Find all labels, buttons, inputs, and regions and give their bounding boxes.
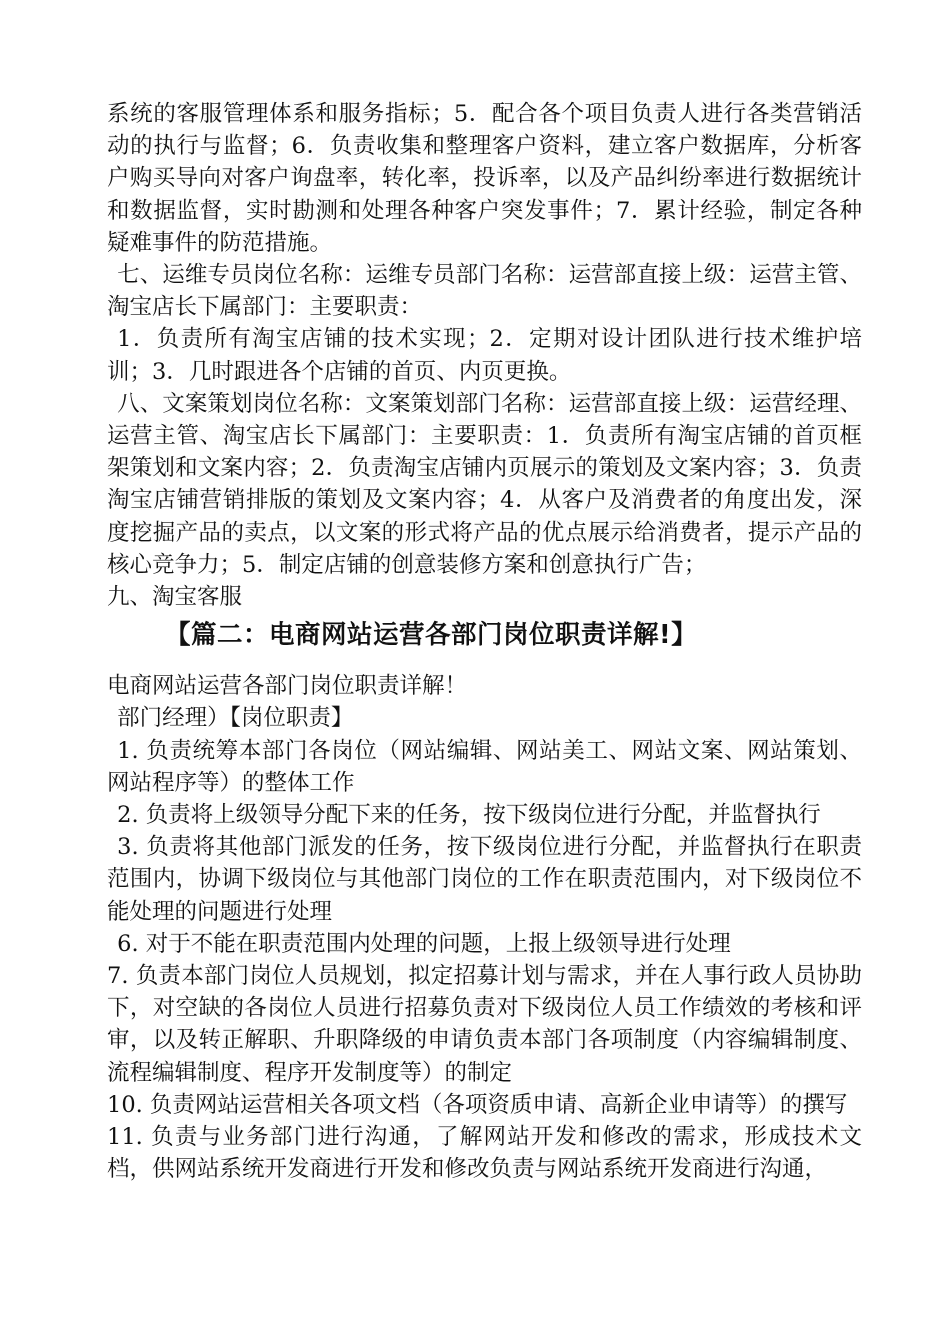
document-page [107,98,862,1186]
duty-item-1: 1. 负责统筹本部门各岗位（网站编辑、网站美工、网站文案、网站策划、网站程序等）的整体工作 [107,737,862,796]
section-two-title: 【篇二：电商网站运营各部门岗位职责详解!】 [165,620,698,651]
section-two-subtitle: 电商网站运营各部门岗位职责详解！ [107,673,468,700]
copywriter-section: 八、文案策划岗位名称：文案策划部门名称：运营部直接上级：运营经理、运营主管、淘宝店长下属部门：主要职责：1．负责所有淘宝店铺的首页框架策划和文案内容；2．负责淘宝店铺内页展示的策划及文案内容；3．负责淘宝店铺营销排版的策划及文案内容；4．从客户及消费者的角度出发，深度挖掘产品的卖点，以文案的形式将产品的优点展示给消费者，提示产品的核心竞争力；5．制定店铺的创意装修方案和创意执行广告； [107,390,862,578]
duty-item-11: 11. 负责与业务部门进行沟通，了解网站开发和修改的需求，形成技术文档，供网站系统开发商进行开发和修改负责与网站系统开发商进行沟通， [107,1124,862,1183]
duty-item-6: 6. 对于不能在职责范围内处理的问题，上报上级领导进行处理 [117,930,731,957]
ops-specialist-header: 七、运维专员岗位名称：运维专员部门名称：运营部直接上级：运营主管、淘宝店长下属部门：主要职责： [107,262,862,321]
duty-item-2: 2. 负责将上级领导分配下来的任务，按下级岗位进行分配，并监督执行 [117,802,821,829]
duty-item-7: 7. 负责本部门岗位人员规划，拟定招募计划与需求，并在人事行政人员协助下，对空缺的各岗位人员进行招募负责对下级岗位人员工作绩效的考核和评审，以及转正解职、升职降级的申请负责本部门各项制度（内容编辑制度、流程编辑制度、程序开发制度等）的制定 [107,963,862,1086]
ops-specialist-duties: 1．负责所有淘宝店铺的技术实现；2．定期对设计团队进行技术维护培训；3．几时跟进各个店铺的首页、内页更换。 [107,326,862,385]
duty-item-3: 3. 负责将其他部门派发的任务，按下级岗位进行分配，并监督执行在职责范围内，协调下级岗位与其他部门岗位的工作在职责范围内，对下级岗位不能处理的问题进行处理 [107,834,862,925]
duty-item-10: 10. 负责网站运营相关各项文档（各项资质申请、高新企业申请等）的撰写 [107,1091,848,1118]
title-spacer [107,655,862,670]
intro-paragraph: 系统的客服管理体系和服务指标；5．配合各个项目负责人进行各类营销活动的执行与监督；6．负责收集和整理客户资料，建立客户数据库，分析客户购买导向对客户询盘率，转化率，投诉率，以及产品纠纷率进行数据统计和数据监督，实时勘测和处理各种客户突发事件；7．累计经验，制定各种疑难事件的防范措施。 [107,101,862,256]
customer-service-header: 九、淘宝客服 [107,584,243,611]
role-header: 部门经理）【岗位职责】 [117,705,354,732]
